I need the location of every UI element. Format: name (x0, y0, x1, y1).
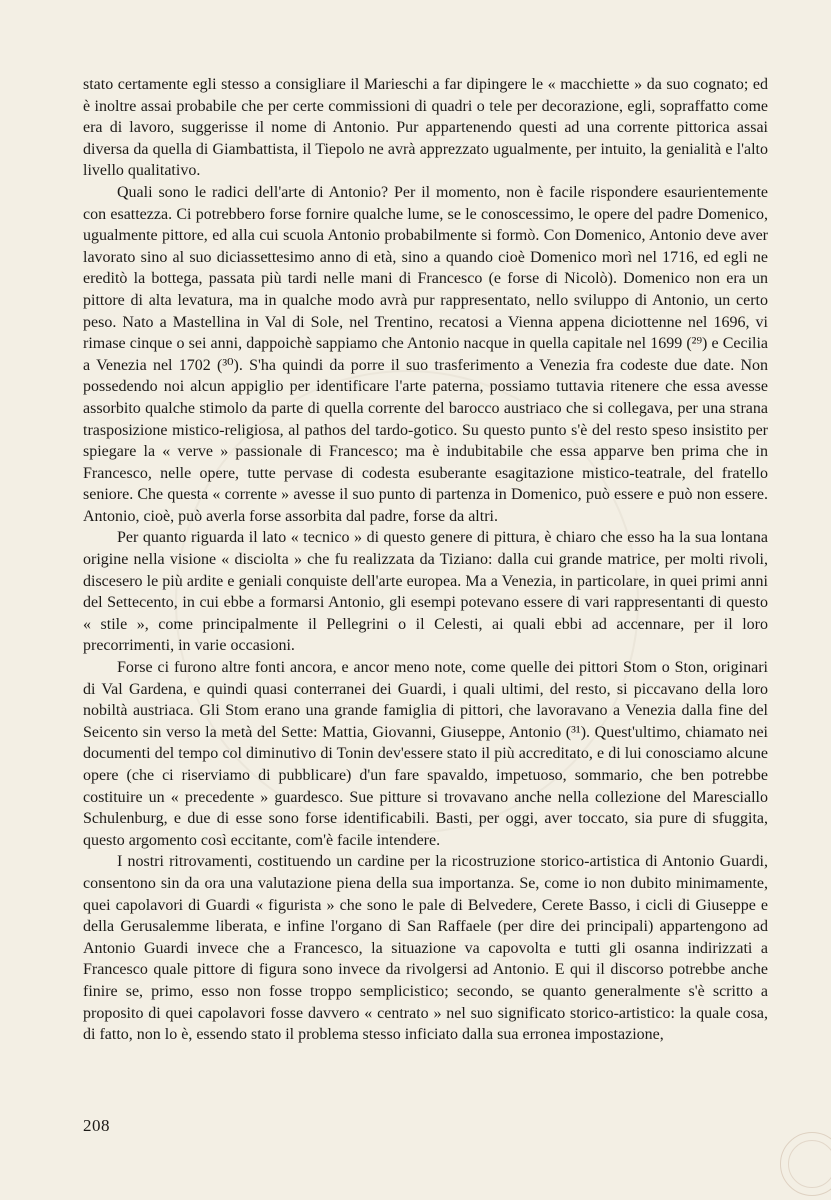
document-body (83, 74, 768, 1046)
paragraph-5: I nostri ritrovamenti, costituendo un cardine per la ricostruzione storico-artistica di Antonio Guardi, consentono sin da ora una valutazione piena della sua importanza. Se, come io non dubito minimamente, quei capolavori di Guardi « figurista » che sono le pale di Belvedere, Cerete Basso, i cicli di Giuseppe e della Gerusalemme liberata, e infine l'organo di San Raffaele (per dire dei principali) appartengono ad Antonio Guardi invece che a Francesco, la situazione va capovolta e tutti gli osanna indirizzati a Francesco quale pittore di figura sono invece da rivolgersi ad Antonio. E qui il discorso potrebbe anche finire se, primo, esso non fosse troppo semplicistico; secondo, se quanto generalmente s'è scritto a proposito di quei capolavori fosse davvero « centrato » nel suo significato storico-artistico: la quale cosa, di fatto, non lo è, essendo stato il problema stesso inficiato dalla sua erronea impostazione, (83, 853, 768, 1044)
paragraph-2: Quali sono le radici dell'arte di Antonio? Per il momento, non è facile rispondere esaurientemente con esattezza. Ci potrebbero forse fornire qualche lume, se le conoscessimo, le opere del padre Domenico, ugualmente pittore, ed alla cui scuola Antonio probabilmente si formò. Con Domenico, Antonio deve aver lavorato sino al suo diciassettesimo anno di età, sino a quando cioè Domenico morì nel 1716, ed egli ne ereditò la bottega, passata più tardi nelle mani di Francesco (e forse di Nicolò). Domenico non era un pittore di alta levatura, ma in qualche modo avrà pur rappresentato, nello sviluppo di Antonio, un certo peso. Nato a Mastellina in Val di Sole, nel Trentino, recatosi a Vienna appena diciottenne nel 1696, vi rimase cinque o sei anni, dappoichè sappiamo che Antonio nacque in quella capitale nel 1699 (²⁹) e Cecilia a Venezia nel 1702 (³⁰). S'ha quindi da porre il suo trasferimento a Venezia fra codeste due date. Non possedendo noi alcun appiglio per identificare l'arte paterna, possiamo tuttavia ritenere che essa avesse assorbito qualche stimolo da parte di quella corrente del barocco austriaco che si collegava, per una strana trasposizione mistico-religiosa, al pathos del tardo-gotico. Su questo punto s'è del resto speso insistito per spiegare la « verve » passionale di Francesco; ma è indubitabile che essa apparve ben prima che in Francesco, nelle opere, tutte pervase di codesta esuberante esagitazione mistico-teatrale, del fratello seniore. Che questa « corrente » avesse il suo punto di partenza in Domenico, può essere e può non essere. Antonio, cioè, può averla forse assorbita dal padre, forse da altri. (83, 183, 768, 525)
library-stamp (780, 1132, 831, 1196)
paragraph-1: stato certamente egli stesso a consigliare il Marieschi a far dipingere le « macchiette » da suo cognato; ed è inoltre assai probabile che per certe commissioni di quadri o tele per decorazione, egli, sopraffatto come era di lavoro, suggerisse il nome di Antonio. Pur appartenendo questi ad una corrente pittorica assai diversa da quella di Giambattista, il Tiepolo ne avrà apprezzato ugualmente, per intuito, la genialità e l'alto livello qualitativo. (83, 76, 768, 180)
page-number: 208 (83, 1116, 110, 1135)
paragraph-4: Forse ci furono altre fonti ancora, e ancor meno note, come quelle dei pittori Stom o Ston, originari di Val Gardena, e quindi quasi conterranei dei Guardi, i quali ultimi, del resto, si piccavano della loro nobiltà austriaca. Gli Stom erano una grande famiglia di pittori, che lavoravano a Venezia dalla fine del Seicento sin verso la metà del Sette: Mattia, Giovanni, Giuseppe, Antonio (³¹). Quest'ultimo, chiamato nei documenti del tempo col diminutivo di Tonin dev'essere stato il più accreditato, e di lui conosciamo alcune opere (che ci riserviamo di pubblicare) d'un fare spavaldo, impetuoso, sommario, che ben potrebbe costituire un « precedente » guardesco. Sue pitture si trovavano anche nella collezione del Maresciallo Schulenburg, e due di esse sono forse identificabili. Basti, per oggi, aver toccato, sia pure di sfuggita, questo argomento così eccitante, com'è facile intendere. (83, 659, 768, 849)
paragraph-3: Per quanto riguarda il lato « tecnico » di questo genere di pittura, è chiaro che esso ha la sua lontana origine nella visione « disciolta » che fu realizzata da Tiziano: dalla cui grande matrice, per molti rivoli, discesero le più ardite e geniali conquiste dell'arte europea. Ma a Venezia, in particolare, in quei primi anni del Settecento, in cui ebbe a formarsi Antonio, gli esempi potevano essere di vari rappresentanti di questo « stile », come principalmente il Pellegrini o il Celesti, ai quali ebbi ad accennare, per il loro precorrimenti, in varie occasioni. (83, 529, 768, 655)
